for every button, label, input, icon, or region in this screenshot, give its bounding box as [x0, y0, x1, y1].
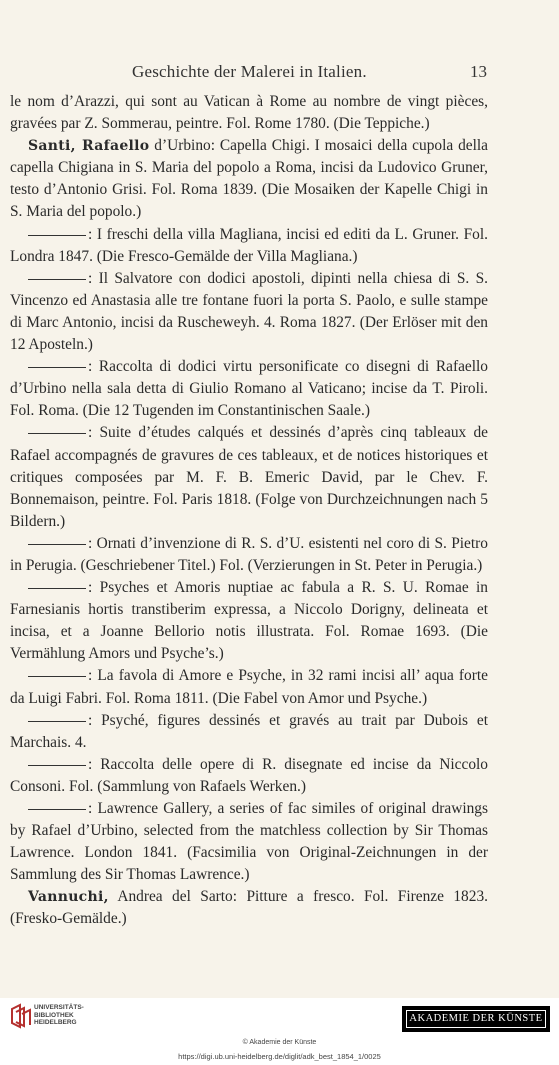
- library-line: BIBLIOTHEK: [34, 1011, 74, 1019]
- ditto-dash: [28, 279, 86, 280]
- academy-logo-text: AKADEMIE DER KÜNSTE: [406, 1010, 546, 1028]
- catalog-entry: [10, 533, 488, 577]
- running-header: [0, 62, 559, 84]
- catalog-entry: [10, 886, 488, 930]
- entry-text: : Raccolta delle opere di R. disegnate ed incise da Niccolo Consoni. Fol. (Sammlung von Rafaels Werken.): [10, 755, 488, 795]
- catalog-entry: [10, 224, 488, 268]
- ditto-dash: [28, 809, 86, 810]
- entry-text: : I freschi della villa Magliana, incisi ed editi da L. Gruner. Fol. Londra 1847. (Die Fresco-Gemälde der Villa Magliana.): [10, 225, 488, 265]
- university-library-label[interactable]: [34, 1004, 84, 1027]
- entry-text: : Il Salvatore con dodici apostoli, dipinti nella chiesa di S. S. Vincenzo ed Anastasia alle tre fontane fuori la porta S. Paolo, e sulle stampe di Marc Antonio, incisi da Ruscheweyh. 4. Roma 1827. (Der Erlöser mit den 12 Aposteln.): [10, 269, 488, 354]
- entry-author: Vannuchi,: [28, 889, 109, 906]
- catalog-entry: [10, 710, 488, 754]
- entry-text: : Psyché, figures dessinés et gravés au trait par Dubois et Marchais. 4.: [10, 711, 488, 751]
- catalog-entry: [10, 91, 488, 135]
- ditto-dash: [28, 765, 86, 766]
- catalog-entry: [10, 665, 488, 709]
- entry-text: le nom d’Arazzi, qui sont au Vatican à Rome au nombre de vingt pièces, gravées par Z. Sommerau, peintre. Fol. Rome 1780. (Die Teppiche.): [10, 93, 488, 133]
- catalog-entry: [10, 577, 488, 665]
- ditto-dash: [28, 588, 86, 589]
- entry-text: : Ornati d’invenzione di R. S. d’U. esistenti nel coro di S. Pietro in Perugia. (Geschriebener Titel.) Fol. (Verzierungen in St. Peter in Perugia.): [10, 534, 488, 574]
- catalog-entry: [10, 754, 488, 798]
- ditto-dash: [28, 721, 86, 722]
- ditto-dash: [28, 676, 86, 677]
- page-title: Geschichte der Malerei in Italien.: [132, 62, 367, 81]
- catalog-entry: [10, 135, 488, 223]
- catalog-entry: [10, 268, 488, 356]
- ditto-dash: [28, 235, 86, 236]
- entry-text: : Lawrence Gallery, a series of fac similes of original drawings by Rafael d’Urbino, selected from the matchless collection by Sir Thomas Lawrence. London 1841. (Facsimilia von Original-Zeichnungen in der Sammlung des Sir Thomas Lawrence.): [10, 800, 488, 884]
- academy-logo[interactable]: [402, 1006, 550, 1032]
- entry-text: Andrea del Sarto: Pitture a fresco. Fol. Firenze 1823. (Fresko-Gemälde.): [10, 888, 488, 928]
- catalog-entry: [10, 356, 488, 422]
- ditto-dash: [28, 544, 86, 545]
- page-number: 13: [470, 62, 487, 81]
- library-line: UNIVERSITÄTS-: [34, 1004, 84, 1011]
- entry-text: d’Urbino: Capella Chigi. I mosaici della cupola della capella Chigiana in S. Maria del popolo a Roma, incisi da Ludovico Gruner, testo d’Antonio Grisi. Fol. Roma 1839. (Die Mosaiken der Kapelle Chigi in S. Maria del popolo.): [10, 137, 488, 221]
- entry-author: Santi, Rafaello: [28, 138, 150, 155]
- entry-text: : Raccolta di dodici virtu personificate co disegni di Rafaello d’Urbino nella sala detta di Giulio Romano al Vaticano; incise da T. Piroli. Fol. Roma. (Die 12 Tugenden im Constantinischen Saale.): [10, 358, 488, 420]
- copyright-notice: © Akademie der Künste: [242, 1039, 317, 1046]
- ditto-dash: [28, 367, 86, 368]
- source-url[interactable]: https://digi.ub.uni-heidelberg.de/diglit/adk_best_1854_1/0025: [178, 1052, 381, 1061]
- university-library-logo-icon[interactable]: [8, 1003, 34, 1029]
- entry-text: : La favola di Amore e Psyche, in 32 rami incisi all’ aqua forte da Luigi Fabri. Fol. Roma 1811. (Die Fabel von Amor und Psyche.): [10, 667, 488, 707]
- catalog-entry: [10, 798, 488, 886]
- entry-text: : Psyches et Amoris nuptiae ac fabula a R. S. U. Romae in Farnesianis hortis transtiberim expressa, a Niccolo Dorigny, delineata et incisa, et a Joanne Bellorio notis illustrata. Fol. Romae 1693. (Die Vermählung Amors und Psyche’s.): [10, 579, 488, 663]
- ditto-dash: [28, 433, 86, 434]
- catalog-entry: [10, 422, 488, 532]
- library-line: HEIDELBERG: [34, 1019, 77, 1026]
- catalog-entries: [10, 91, 488, 931]
- entry-text: : Suite d’études calqués et dessinés d’après cinq tableaux de Rafael accompagnés de gravures de ces tableaux, et de notices historiques et critiques composées par M. F. B. Emeric David, par le Chev. F. Bonnemaison, peintre. Fol. Paris 1818. (Folge von Durchzeichnungen nach 5 Bildern.): [10, 424, 488, 530]
